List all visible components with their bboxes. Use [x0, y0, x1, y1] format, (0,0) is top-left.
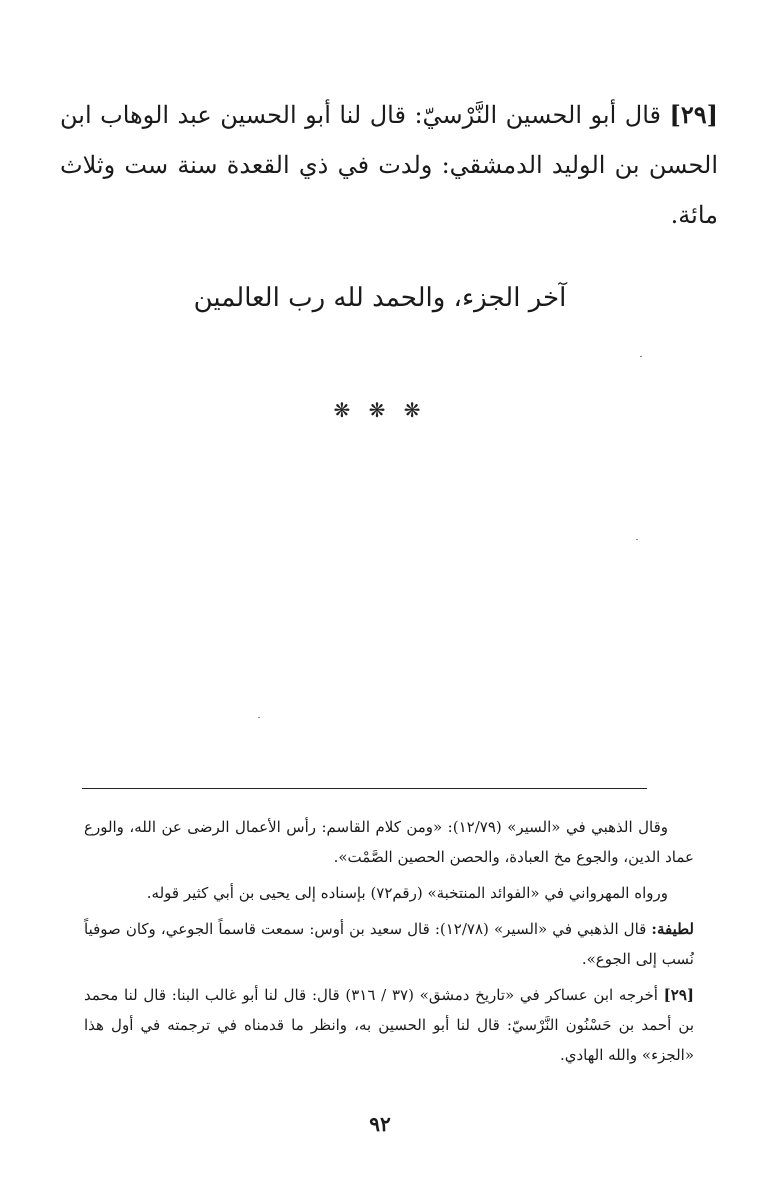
entry-text: قال أبو الحسين النَّرْسيّ: قال لنا أبو الحسين عبد الوهاب ابن الحسن بن الوليد الدمشقي: ولدت في ذي القعدة سنة ست وثلاث مائة.	[60, 101, 718, 229]
scan-speck	[640, 356, 642, 357]
entry-number: [٢٩]	[669, 100, 718, 129]
scan-speck	[636, 539, 638, 540]
scan-speck	[258, 717, 260, 718]
footnote-paragraph	[84, 914, 694, 974]
footnote-rule	[82, 788, 647, 789]
footnote-paragraph: ورواه المهرواني في «الفوائد المنتخبة» (رقم٧٢) بإسناده إلى يحيى بن أبي كثير قوله.	[146, 884, 668, 902]
colophon: آخر الجزء، والحمد لله رب العالمين	[193, 283, 567, 313]
main-paragraph	[60, 90, 718, 240]
footnote-number: [٢٩]	[663, 986, 694, 1004]
footnotes	[84, 812, 694, 1076]
footnote-paragraph	[84, 980, 694, 1070]
footnote-text: أخرجه ابن عساكر في «تاريخ دمشق» (٣٧ / ٣١٦) قال: قال لنا أبو غالب البنا: قال لنا محمد بن أحمد بن حَسْنُون النَّرْسيّ: قال لنا أبو الحسين به، وانظر ما قدمناه في ترجمته في أول هذا «الجزء» والله الهادي.	[84, 986, 694, 1064]
page-number: ٩٢	[369, 1112, 391, 1136]
footnote-text: قال الذهبي في «السير» (١٢/٧٨): قال سعيد بن أوس: سمعت قاسماً الجوعي، وكان صوفياً نُسب إلى الجوع».	[84, 920, 694, 968]
footnote-paragraph: وقال الذهبي في «السير» (١٢/٧٩): «ومن كلام القاسم: رأس الأعمال الرضى عن الله، والورع عماد الدين، والجوع مخ العبادة، والحصن الحصين الصَّمْت».	[84, 818, 694, 866]
section-divider-stars: ❋ ❋ ❋	[333, 398, 427, 422]
footnote-lead: لطيفة:	[651, 920, 694, 938]
